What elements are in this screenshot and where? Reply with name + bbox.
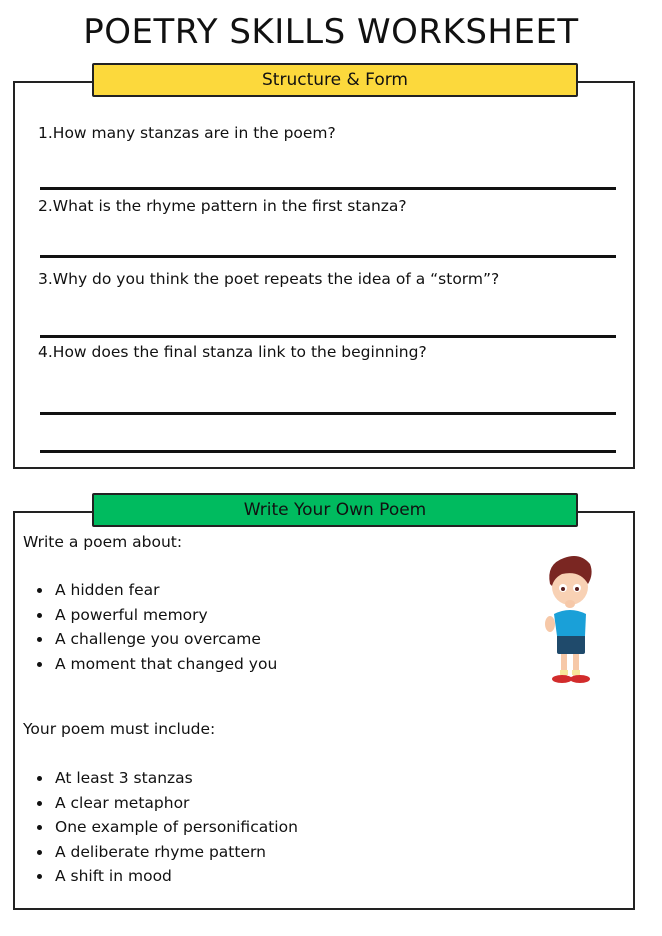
question-3: 3.Why do you think the poet repeats the idea of a “storm”?	[38, 270, 500, 288]
requirement-item: • One example of personification	[53, 815, 298, 840]
requirement-item: • At least 3 stanzas	[53, 766, 298, 791]
requirement-item: • A clear metaphor	[53, 791, 298, 816]
question-4: 4.How does the final stanza link to the beginning?	[38, 343, 427, 361]
topic-item: • A powerful memory	[53, 603, 277, 628]
question-1: 1.How many stanzas are in the poem?	[38, 124, 336, 142]
answer-line-2[interactable]	[40, 255, 616, 258]
structure-form-banner: Structure & Form	[92, 63, 578, 97]
requirement-item: • A shift in mood	[53, 864, 298, 889]
worksheet-title: POETRY SKILLS WORKSHEET	[83, 12, 579, 52]
requirements-list	[23, 766, 298, 889]
answer-line-3[interactable]	[40, 335, 616, 338]
answer-line-4b[interactable]	[40, 450, 616, 453]
thinking-boy-illustration	[540, 552, 600, 687]
poem-intro: Write a poem about:	[23, 533, 183, 551]
question-2: 2.What is the rhyme pattern in the first stanza?	[38, 197, 407, 215]
answer-line-1[interactable]	[40, 187, 616, 190]
topic-list	[23, 578, 277, 676]
topic-item: • A moment that changed you	[53, 652, 277, 677]
requirement-item: • A deliberate rhyme pattern	[53, 840, 298, 865]
answer-line-4a[interactable]	[40, 412, 616, 415]
topic-item: • A challenge you overcame	[53, 627, 277, 652]
write-poem-banner: Write Your Own Poem	[92, 493, 578, 527]
requirements-intro: Your poem must include:	[23, 720, 216, 738]
topic-item: • A hidden fear	[53, 578, 277, 603]
